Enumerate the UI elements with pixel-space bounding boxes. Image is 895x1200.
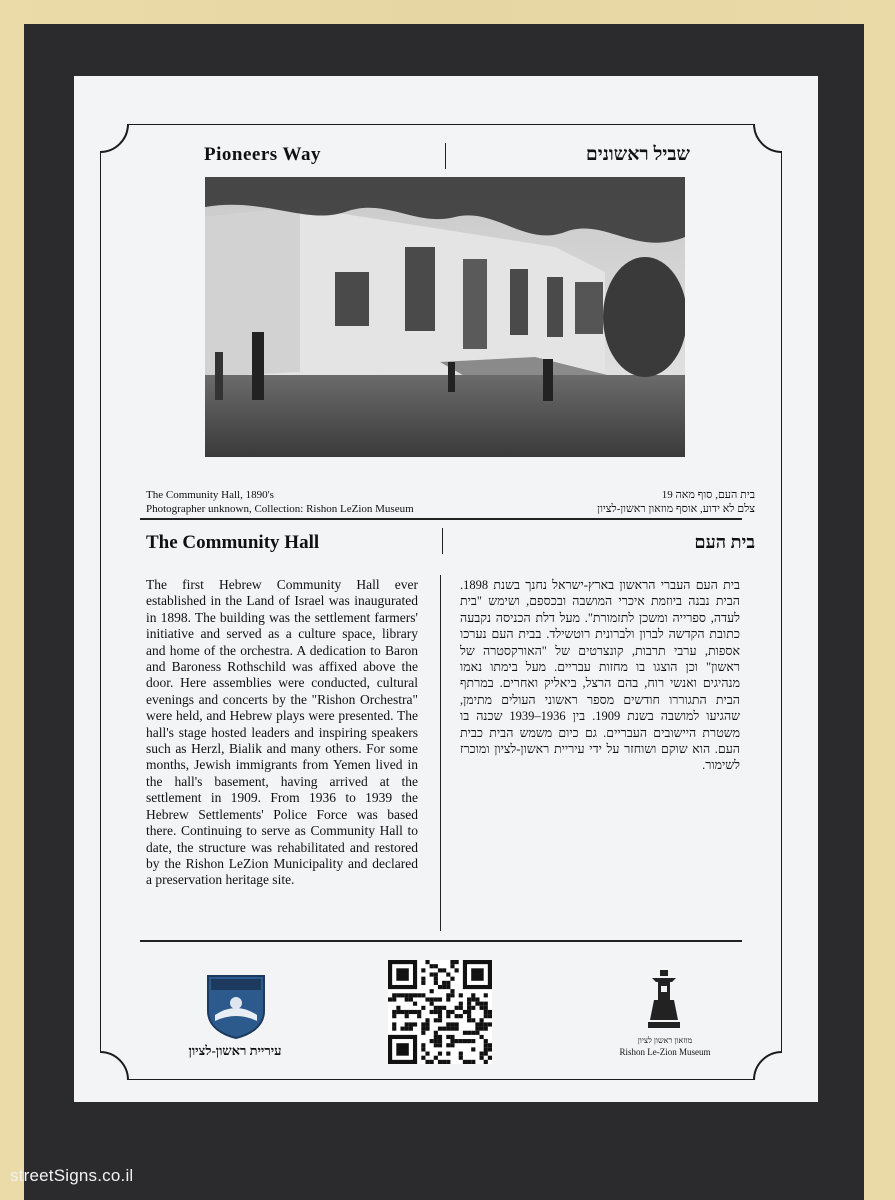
- section-title-english: The Community Hall: [146, 532, 320, 553]
- title-english: Pioneers Way: [204, 144, 322, 165]
- historic-photo: [205, 177, 685, 457]
- divider-top: [140, 518, 742, 520]
- body-text-hebrew: בית העם העברי הראשון בארץ-ישראל נחנך בשנת 1898. הבית נבנה ביוזמת איכרי המושבה ובכספם, ושימש "בית לעדה, ספרייה ומשכן לתזמורת". מעל דלת הכניסה נקבעה כתובת הקדשה לברון ולברונית רוטשילד. בבית העם נערכו אספות, ערבי תרבות, קונצרטים של "האורקסטרה של ראשון" וכן הוצגו בו מחזות עבריים. מעל בימתו נאמו מנהיגים ואנשי רוח, בהם הרצל, ביאליק ואחרים. במרתף הבית התגוררו חודשים מספר ראשוני העולים מתימן, שהגיעו למושבה בשנת 1909. בין 1936–1939 שכנה בו משטרת היישובים העבריים. גם כיום משמש הבית כבית העם. הוא שוקם ושוחזר על ידי עיריית ראשון-לציון ומוכרז לשימור.: [460, 578, 740, 773]
- title-hebrew: שביל ראשונים: [585, 144, 690, 165]
- body-text-english: The first Hebrew Community Hall ever established in the Land of Israel was inaugurated in 1898. The building was the settlement farmers' initiative and served as a culture space, library and home of the orchestra. A dedication to Baron and Baroness Rothschild was affixed above the door. Here assemblies were conducted, cultural evenings and concerts by the "Rishon Orchestra" were held, and Hebrew plays were presented. The hall's stage hosted leaders and inspiring speakers such as Herzl, Bialik and many others. For some months, Jewish immigrants from Yemen lived in the hall's basement, having arrived at the settlement in 1909. From 1936 to 1939 the Hebrew Settlements' Police Force was based there. Continuing to serve as Community Hall to date, the structure was rehabilitated and restored by the Rishon LeZion Municipality and declared a preservation heritage site.: [146, 577, 418, 888]
- qr-code-icon[interactable]: [388, 960, 492, 1064]
- title-separator: [445, 143, 446, 169]
- museum-label-english: Rishon Le-Zion Museum: [619, 1047, 711, 1057]
- museum-tower-icon: [646, 968, 682, 1032]
- column-separator: [440, 575, 441, 931]
- section-separator: [442, 528, 443, 554]
- museum-label-hebrew: מוזאון ראשון לציון: [637, 1036, 693, 1045]
- photo-caption-hebrew: בית העם, סוף מאה 19 צלם לא ידוע, אוסף מוזאון ראשון-לציון: [597, 489, 755, 515]
- photo-caption-english: The Community Hall, 1890's Photographer unknown, Collection: Rishon LeZion Museum: [146, 489, 414, 515]
- section-title-hebrew: בית העם: [694, 532, 755, 552]
- watermark: streetSigns.co.il: [10, 1166, 134, 1185]
- city-emblem-icon: [205, 973, 267, 1039]
- divider-bottom: [140, 940, 742, 942]
- city-label: עיריית ראשון-לציון: [188, 1043, 282, 1058]
